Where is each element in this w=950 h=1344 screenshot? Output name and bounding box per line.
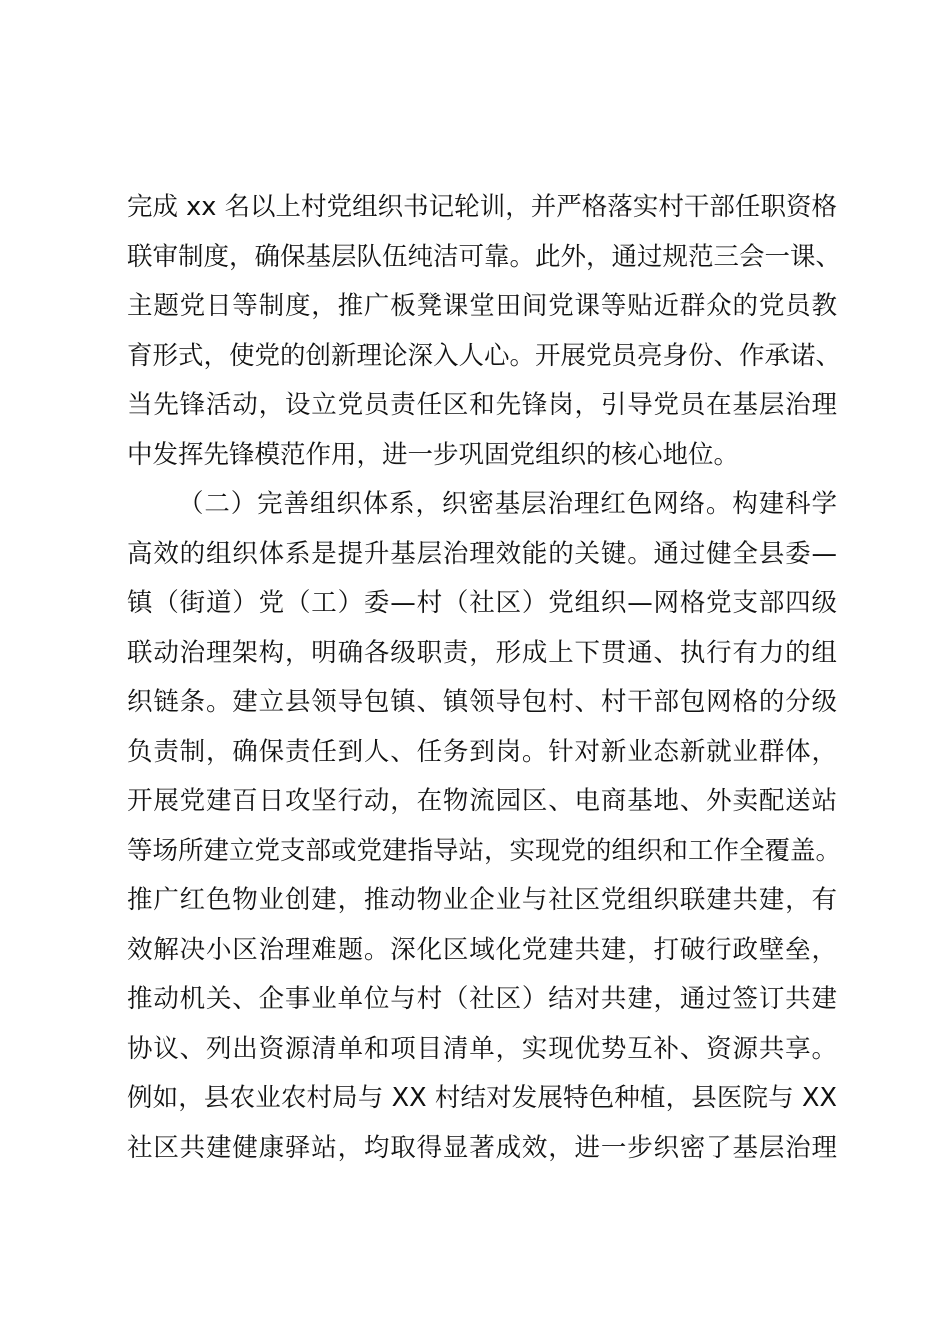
section-heading-line: （二）完善组织体系，织密基层治理红色网络。构建科学 bbox=[178, 489, 837, 519]
body-text bbox=[127, 183, 842, 1173]
text-line: 负责制，确保责任到人、任务到岗。针对新业态新就业群体， bbox=[127, 736, 837, 767]
text-line: 主题党日等制度，推广板凳课堂田间党课等贴近群众的党员教 bbox=[127, 291, 837, 321]
paragraph-end-line: 中发挥先锋模范作用，进一步巩固党组织的核心地位。 bbox=[127, 439, 740, 470]
text-line: 推动机关、企事业单位与村（社区）结对共建，通过签订共建 bbox=[127, 984, 837, 1014]
text-line: 例如，县农业农村局与 XX 村结对发展特色种植，县医院与 XX bbox=[127, 1083, 837, 1113]
text-line: 开展党建百日攻坚行动，在物流园区、电商基地、外卖配送站 bbox=[127, 786, 837, 816]
text-line: 完成 xx 名以上村党组织书记轮训，并严格落实村干部任职资格 bbox=[127, 192, 837, 222]
text-line: 联动治理架构，明确各级职责，形成上下贯通、执行有力的组 bbox=[127, 637, 837, 668]
text-line: 镇（街道）党（工）委—村（社区）党组织—网格党支部四级 bbox=[127, 588, 837, 618]
text-line: 高效的组织体系是提升基层治理效能的关键。通过健全县委— bbox=[127, 538, 837, 569]
text-line: 织链条。建立县领导包镇、镇领导包村、村干部包网格的分级 bbox=[127, 687, 837, 717]
text-line: 社区共建健康驿站，均取得显著成效，进一步织密了基层治理 bbox=[127, 1132, 837, 1163]
text-line: 当先锋活动，设立党员责任区和先锋岗，引导党员在基层治理 bbox=[127, 390, 837, 420]
text-line: 育形式，使党的创新理论深入人心。开展党员亮身份、作承诺、 bbox=[127, 340, 842, 371]
text-line: 效解决小区治理难题。深化区域化党建共建，打破行政壁垒， bbox=[127, 934, 837, 965]
text-line: 推广红色物业创建，推动物业企业与社区党组织联建共建，有 bbox=[127, 885, 837, 915]
text-line: 等场所建立党支部或党建指导站，实现党的组织和工作全覆盖。 bbox=[127, 835, 842, 866]
text-line: 联审制度，确保基层队伍纯洁可靠。此外，通过规范三会一课、 bbox=[127, 241, 842, 272]
text-line: 协议、列出资源清单和项目清单，实现优势互补、资源共享。 bbox=[127, 1033, 837, 1064]
